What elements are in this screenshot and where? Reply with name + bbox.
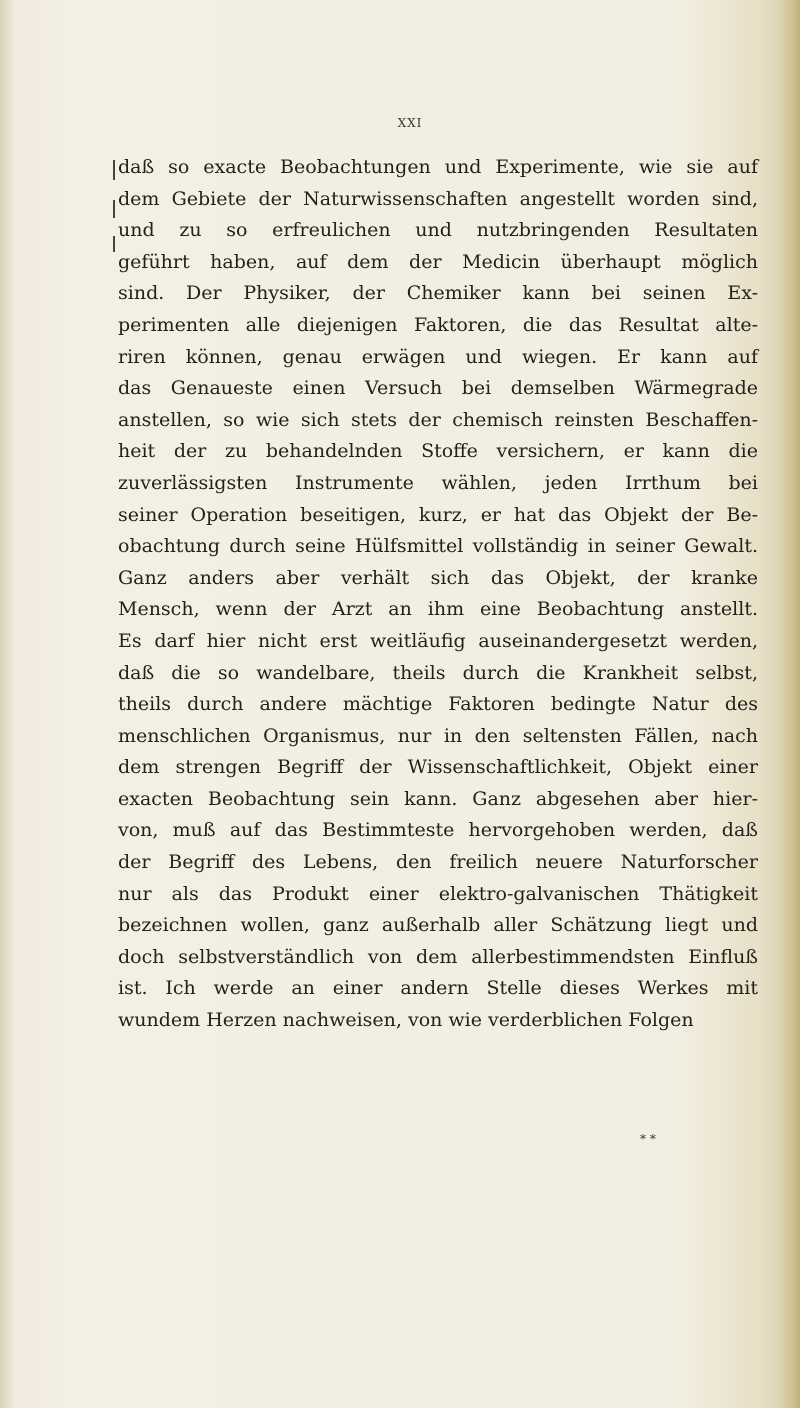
body-text xyxy=(118,152,758,1037)
text-line: Ganz anders aber verhält sich das Objekt, der kranke xyxy=(118,566,758,589)
margin-mark xyxy=(113,160,115,180)
text-line: und zu so erfreulichen und nutzbringenden Resultaten xyxy=(118,219,758,242)
text-line: dem strengen Begriff der Wissenschaftlichkeit, Objekt einer xyxy=(118,756,758,779)
margin-mark xyxy=(113,236,115,252)
text-line: exacten Beobachtung sein kann. Ganz abgesehen aber hier- xyxy=(118,787,758,810)
page-number: XXI xyxy=(397,116,423,130)
text-line: seiner Operation beseitigen, kurz, er hat das Objekt der Be- xyxy=(118,503,758,526)
text-line: riren können, genau erwägen und wiegen. Er kann auf xyxy=(118,345,758,368)
text-line: theils durch andere mächtige Faktoren bedingte Natur des xyxy=(118,693,758,716)
text-line: perimenten alle diejenigen Faktoren, die das Resultat alte- xyxy=(118,313,758,336)
text-line: dem Gebiete der Naturwissenschaften angestellt worden sind, xyxy=(118,187,758,210)
text-line: heit der zu behandelnden Stoffe versichern, er kann die xyxy=(118,440,758,463)
text-line: obachtung durch seine Hülfsmittel vollständig in seiner Gewalt. xyxy=(118,535,758,558)
text-line: anstellen, so wie sich stets der chemisch reinsten Beschaffen- xyxy=(118,408,758,431)
page-left-shadow xyxy=(0,0,14,1408)
signature-mark: * * xyxy=(640,1132,656,1146)
text-line: bezeichnen wollen, ganz außerhalb aller Schätzung liegt und xyxy=(118,914,758,937)
text-line: daß so exacte Beobachtungen und Experimente, wie sie auf xyxy=(118,156,758,178)
text-line: wundem Herzen nachweisen, von wie verderblichen Folgen xyxy=(118,1009,694,1032)
text-line: sind. Der Physiker, der Chemiker kann bei seinen Ex- xyxy=(118,282,758,305)
page-right-edge xyxy=(778,0,800,1408)
text-line: das Genaueste einen Versuch bei demselben Wärmegrade xyxy=(118,377,758,400)
text-line: der Begriff des Lebens, den freilich neuere Naturforscher xyxy=(118,851,758,874)
text-line: menschlichen Organismus, nur in den seltensten Fällen, nach xyxy=(118,724,758,747)
text-line: doch selbstverständlich von dem allerbestimmendsten Einfluß xyxy=(118,945,758,968)
text-line: von, muß auf das Bestimmteste hervorgehoben werden, daß xyxy=(118,819,758,842)
text-line: zuverlässigsten Instrumente wählen, jeden Irrthum bei xyxy=(118,471,758,494)
margin-mark xyxy=(113,200,115,218)
text-line: geführt haben, auf dem der Medicin überhaupt möglich xyxy=(118,250,758,273)
text-line: ist. Ich werde an einer andern Stelle dieses Werkes mit xyxy=(118,977,758,1000)
text-line: Mensch, wenn der Arzt an ihm eine Beobachtung anstellt. xyxy=(118,598,758,621)
text-line: nur als das Produkt einer elektro-galvanischen Thätigkeit xyxy=(118,882,758,905)
text-line: daß die so wandelbare, theils durch die Krankheit selbst, xyxy=(118,661,758,684)
text-line: Es darf hier nicht erst weitläufig auseinandergesetzt werden, xyxy=(118,629,758,652)
